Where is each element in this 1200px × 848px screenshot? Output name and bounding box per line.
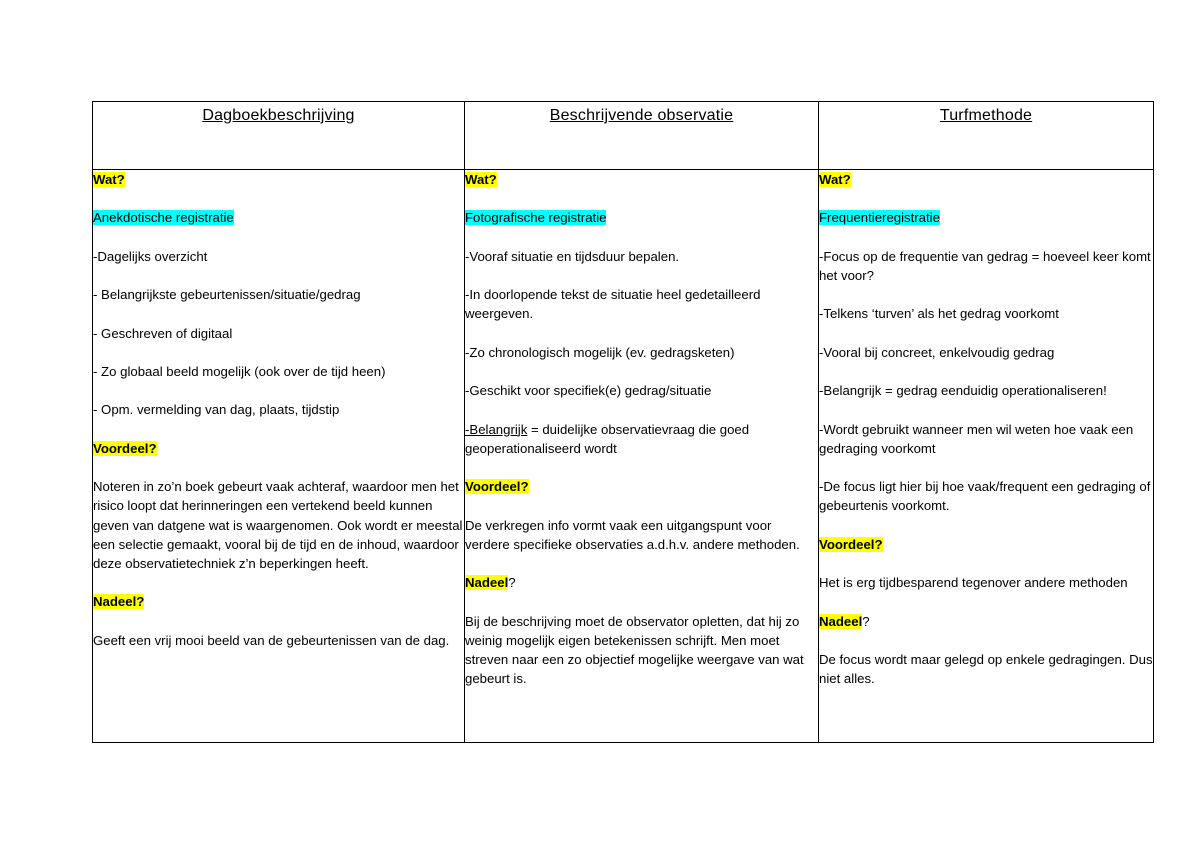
voordeel-label: Voordeel?	[465, 479, 529, 495]
nadeel-suffix: ?	[862, 613, 870, 629]
belangrijk-label: -Belangrijk	[465, 421, 528, 437]
voordeel-text: Noteren in zo’n boek gebeurt vaak achteraf, waardoor men het risico loopt dat herinneringen een vertekend beeld kunnen geven van datgene wat is waargenomen. Ook wordt er meestal een selectie gemaakt, vooral bij de tijd en de inhoud, waardoor deze observatietechniek z’n beperkingen heeft.	[93, 479, 463, 571]
point: -Telkens ‘turven’ als het gedrag voorkomt	[819, 306, 1059, 322]
point: -Zo chronologisch mogelijk (ev. gedragsketen)	[465, 344, 735, 360]
voordeel-label: Voordeel?	[819, 536, 883, 552]
belangrijk-point	[465, 420, 818, 458]
point: -Vooraf situatie en tijdsduur bepalen.	[465, 248, 680, 264]
belangrijk-text: = duidelijke observatievraag die goed geoperationaliseerd wordt	[465, 421, 750, 456]
nadeel-text: Bij de beschrijving moet de observator opletten, dat hij zo weinig mogelijk eigen betekenissen schrijft. Men moet streven naar een zo objectief mogelijke weergave van wat gebeurt is.	[465, 613, 804, 687]
point: - Belangrijkste gebeurtenissen/situatie/gedrag	[93, 287, 361, 303]
registratie-label: Fotografische registratie	[465, 210, 607, 226]
point: -Geschikt voor specifiek(e) gedrag/situatie	[465, 383, 712, 399]
wat-label: Wat?	[819, 172, 851, 187]
point: -In doorlopende tekst de situatie heel gedetailleerd weergeven.	[465, 287, 761, 322]
nadeel-label: Nadeel?	[93, 594, 145, 610]
comparison-table	[92, 101, 1154, 743]
point: - Geschreven of digitaal	[93, 325, 233, 341]
point: -Wordt gebruikt wanneer men wil weten hoe vaak een gedraging voorkomt	[819, 421, 1134, 456]
cell-dagboekbeschrijving	[93, 170, 465, 743]
registratie-label: Anekdotische registratie	[93, 210, 234, 226]
point: -Dagelijks overzicht	[93, 248, 208, 264]
header-dagboekbeschrijving: Dagboekbeschrijving	[202, 107, 355, 124]
nadeel-text: Geeft een vrij mooi beeld van de gebeurtenissen van de dag.	[93, 632, 450, 648]
point: - Opm. vermelding van dag, plaats, tijdstip	[93, 402, 340, 418]
point: -Vooral bij concreet, enkelvoudig gedrag	[819, 344, 1055, 360]
header-beschrijvende-observatie: Beschrijvende observatie	[549, 107, 734, 124]
voordeel-label: Voordeel?	[93, 440, 157, 456]
header-turfmethode: Turfmethode	[939, 107, 1033, 124]
point: - Zo globaal beeld mogelijk (ook over de tijd heen)	[93, 363, 386, 379]
header-cell-turf	[819, 102, 1154, 170]
wat-label: Wat?	[465, 172, 497, 187]
nadeel-label: Nadeel	[465, 575, 509, 591]
registratie-label: Frequentieregistratie	[819, 210, 940, 226]
point: -Focus op de frequentie van gedrag = hoeveel keer komt het voor?	[819, 248, 1151, 283]
header-cell-beschrijvend	[465, 102, 819, 170]
content-row	[93, 170, 1154, 743]
cell-turfmethode	[819, 170, 1154, 743]
nadeel-label: Nadeel	[819, 613, 863, 629]
nadeel-text: De focus wordt maar gelegd op enkele gedragingen. Dus niet alles.	[819, 651, 1153, 687]
point: -Belangrijk = gedrag eenduidig operationaliseren!	[819, 383, 1107, 399]
nadeel-suffix: ?	[508, 575, 516, 591]
wat-label: Wat?	[93, 172, 125, 187]
voordeel-text: De verkregen info vormt vaak een uitgangspunt voor verdere specifieke observaties a.d.h.v. andere methoden.	[465, 517, 800, 552]
header-cell-dagboek	[93, 102, 465, 170]
point: -De focus ligt hier bij hoe vaak/frequent een gedraging of gebeurtenis voorkomt.	[819, 479, 1151, 514]
cell-beschrijvende-observatie	[465, 170, 819, 743]
header-row	[93, 102, 1154, 170]
voordeel-text: Het is erg tijdbesparend tegenover andere methoden	[819, 575, 1128, 591]
